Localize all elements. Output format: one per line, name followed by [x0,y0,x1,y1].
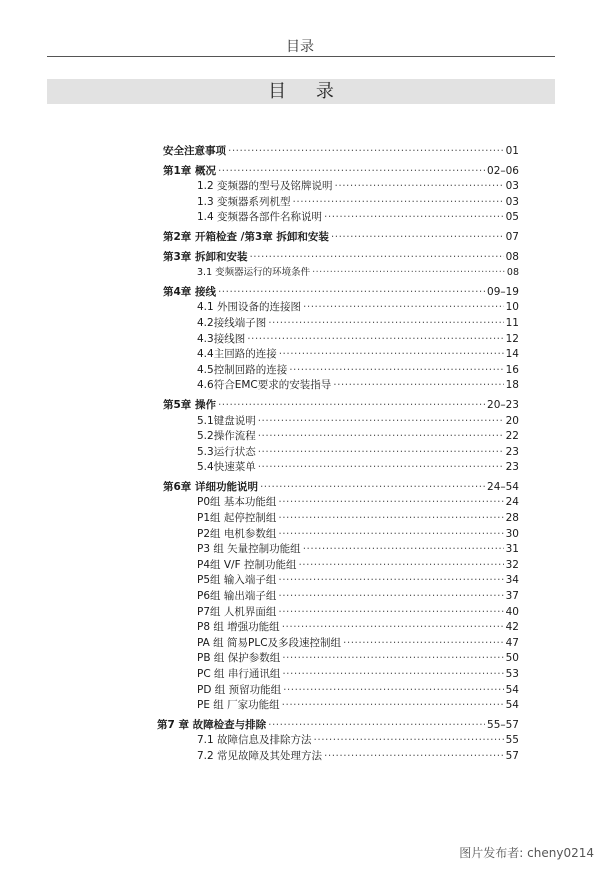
toc-section-entry[interactable] [163,195,519,211]
toc-section-entry[interactable] [163,179,519,195]
toc-section-entry[interactable] [163,698,519,714]
toc-section-entry[interactable] [163,300,519,316]
toc-entry-page: 20 [505,414,519,427]
toc-entry-label: 7.1 故障信息及排除方法 [197,734,312,747]
toc-chapter-entry[interactable] [163,398,519,414]
toc-entry-label: 第6章 详细功能说明 [163,480,258,493]
toc-section-entry[interactable] [163,460,519,476]
toc-entry-label: 3.1 变频器运行的环境条件 [197,267,311,279]
toc-entry-page: 55 [505,734,519,747]
toc-leader-dots [343,636,504,652]
toc-leader-dots [314,733,504,749]
publisher-watermark: 图片发布者: cheny0214 [459,846,594,860]
toc-entry-page: 05 [505,211,519,224]
toc-section-entry[interactable] [163,414,519,430]
toc-chapter-entry[interactable] [157,718,519,734]
toc-section-entry[interactable] [163,363,519,379]
toc-leader-dots [258,460,504,476]
toc-leader-dots [278,511,503,527]
toc-entry-page: 01 [505,145,519,157]
toc-entry-label: 安全注意事项 [163,145,226,157]
toc-entry-label: P2组 电机参数组 [197,527,277,540]
toc-leader-dots [298,558,503,574]
toc-entry-label: 第5章 操作 [163,398,216,411]
toc-entry-label: P0组 基本功能组 [197,496,277,509]
header-rule [47,56,555,57]
toc-entry-page: 16 [505,363,519,376]
toc-leader-dots [333,378,503,394]
toc-leader-dots [282,620,504,636]
toc-leader-dots [258,445,504,461]
toc-entry-page: 23 [505,461,519,474]
toc-entry-page: 28 [505,512,519,525]
toc-section-entry[interactable] [163,527,519,543]
toc-leader-dots [218,398,485,414]
toc-entry-label: 7.2 常见故障及其处理方法 [197,749,323,762]
toc-entry-label: 5.4快速菜单 [197,461,256,474]
toc-entry-page: 32 [505,558,519,571]
toc-chapter-entry[interactable] [163,164,519,180]
toc-entry-label: 1.2 变频器的型号及铭牌说明 [197,180,333,193]
toc-entry-page: 54 [505,699,519,712]
page-title: 目 录 [47,79,555,104]
toc-entry-page: 24–54 [487,480,519,493]
toc-entry-page: 55–57 [487,718,519,731]
toc-entry-page: 03 [505,195,519,208]
toc-section-entry[interactable] [163,636,519,652]
toc-entry-label: P5组 输入端子组 [197,574,277,587]
toc-entry-page: 37 [505,590,519,603]
toc-entry-label: 第2章 开箱检查 /第3章 拆卸和安装 [163,230,329,243]
toc-leader-dots [247,332,503,348]
toc-section-entry[interactable] [163,683,519,699]
toc-entry-page: 12 [505,332,519,345]
toc-section-entry[interactable] [163,265,519,281]
toc-chapter-entry[interactable] [163,480,519,496]
toc-leader-dots [282,651,503,667]
toc-entry-page: 42 [505,621,519,634]
toc-section-entry[interactable] [163,620,519,636]
toc-entry-label: 第4章 接线 [163,285,216,298]
toc-entry-page: 40 [505,605,519,618]
toc-entry-label: PB 组 保护参数组 [197,652,281,665]
toc-section-entry[interactable] [163,667,519,683]
toc-leader-dots [283,683,504,699]
toc-chapter-entry[interactable] [163,250,519,266]
toc-entry-label: 第7 章 故障检查与排除 [157,718,267,731]
toc-leader-dots [279,347,504,363]
toc-section-entry[interactable] [163,511,519,527]
toc-entry-label: P3 组 矢量控制功能组 [197,543,301,556]
toc-entry-page: 34 [505,574,519,587]
toc-chapter-entry[interactable] [163,230,519,246]
toc-leader-dots [282,698,504,714]
toc-entry-label: 4.1 外围设备的连接图 [197,301,302,314]
toc-leader-dots [260,480,485,496]
toc-entry-label: PC 组 串行通讯组 [197,668,281,680]
toc-section-entry[interactable] [163,332,519,348]
toc-leader-dots [324,210,504,226]
toc-entry-label: 5.3运行状态 [197,445,256,458]
toc-entry-page: 07 [505,230,519,243]
toc-entry-page: 18 [505,379,519,392]
toc-entry-label: 4.2接线端子图 [197,316,267,329]
toc-entry-label: PE 组 厂家功能组 [197,699,280,712]
toc-entry-page: 30 [505,527,519,540]
toc-entry-label: 第1章 概况 [163,164,216,177]
toc-leader-dots [218,285,485,301]
toc-entry-label: P1组 起停控制组 [197,512,277,525]
toc-entry-page: 50 [505,652,519,665]
toc-entry-label: 4.3接线图 [197,332,246,345]
toc-entry-label: PA 组 简易PLC及多段速控制组 [197,636,342,649]
toc-leader-dots [278,573,503,589]
toc-leader-dots [278,605,503,621]
toc-entry-label: P8 组 增强功能组 [197,621,280,634]
toc-section-entry[interactable] [163,316,519,332]
toc-entry-page: 02–06 [487,164,519,177]
toc-leader-dots [278,527,503,543]
toc-section-entry[interactable] [163,495,519,511]
toc-entry-label: 4.6符合EMC要求的安装指导 [197,379,332,392]
toc-leader-dots [268,718,485,734]
toc-leader-dots [303,542,504,558]
toc-entry-page: 57 [505,749,519,762]
toc-chapter-entry[interactable] [163,144,519,160]
toc-leader-dots [331,230,504,246]
toc-leader-dots [258,429,504,445]
toc-section-entry[interactable] [163,605,519,621]
toc-entry-page: 47 [505,636,519,649]
toc-leader-dots [258,414,504,430]
toc-entry-page: 11 [505,316,519,329]
toc-entry-label: 1.4 变频器各部件名称说明 [197,211,323,224]
toc-entry-page: 53 [505,668,519,680]
toc-entry-label: 1.3 变频器系列机型 [197,195,291,208]
toc-entry-label: P6组 输出端子组 [197,590,277,603]
toc-leader-dots [293,195,504,211]
toc-leader-dots [218,164,485,180]
toc-entry-page: 23 [505,445,519,458]
toc-section-entry[interactable] [163,210,519,226]
toc-leader-dots [268,316,503,332]
toc-leader-dots [282,667,503,683]
toc-leader-dots [228,144,504,160]
toc-entry-label: PD 组 预留功能组 [197,683,282,696]
toc-leader-dots [278,589,503,605]
toc-entry-page: 10 [505,301,519,314]
toc-section-entry[interactable] [163,558,519,574]
toc-section-entry[interactable] [163,651,519,667]
toc-entry-label: 5.2操作流程 [197,430,256,443]
toc-entry-label: 第3章 拆卸和安装 [163,250,248,263]
toc-entry-page: 24 [505,496,519,509]
toc-entry-label: 5.1键盘说明 [197,414,256,427]
toc-leader-dots [312,265,505,281]
toc-entry-page: 09–19 [487,285,519,298]
toc-section-entry[interactable] [163,589,519,605]
toc-leader-dots [289,363,503,379]
toc-leader-dots [324,749,504,765]
toc-entry-page: 08 [505,250,519,263]
toc-entry-page: 22 [505,430,519,443]
toc-entry-page: 31 [505,543,519,556]
toc-entry-label: P4组 V/F 控制功能组 [197,558,297,571]
toc-entry-page: 08 [506,267,519,279]
toc-leader-dots [303,300,504,316]
toc-entry-page: 20–23 [487,398,519,411]
toc-section-entry[interactable] [163,749,519,765]
toc-entry-page: 03 [505,180,519,193]
toc-section-entry[interactable] [163,347,519,363]
toc-entry-page: 54 [505,683,519,696]
toc-leader-dots [278,495,503,511]
toc-section-entry[interactable] [163,542,519,558]
toc-section-entry[interactable] [163,429,519,445]
toc-entry-label: 4.5控制回路的连接 [197,363,288,376]
toc-entry-label: 4.4主回路的连接 [197,348,277,361]
toc-section-entry[interactable] [163,733,519,749]
toc-chapter-entry[interactable] [163,285,519,301]
table-of-contents [157,144,519,765]
running-header-title: 目录 [286,39,314,55]
toc-leader-dots [335,179,504,195]
toc-entry-label: P7组 人机界面组 [197,605,277,618]
toc-leader-dots [249,250,503,266]
toc-section-entry[interactable] [163,378,519,394]
toc-entry-page: 14 [505,348,519,361]
toc-section-entry[interactable] [163,573,519,589]
toc-section-entry[interactable] [163,445,519,461]
